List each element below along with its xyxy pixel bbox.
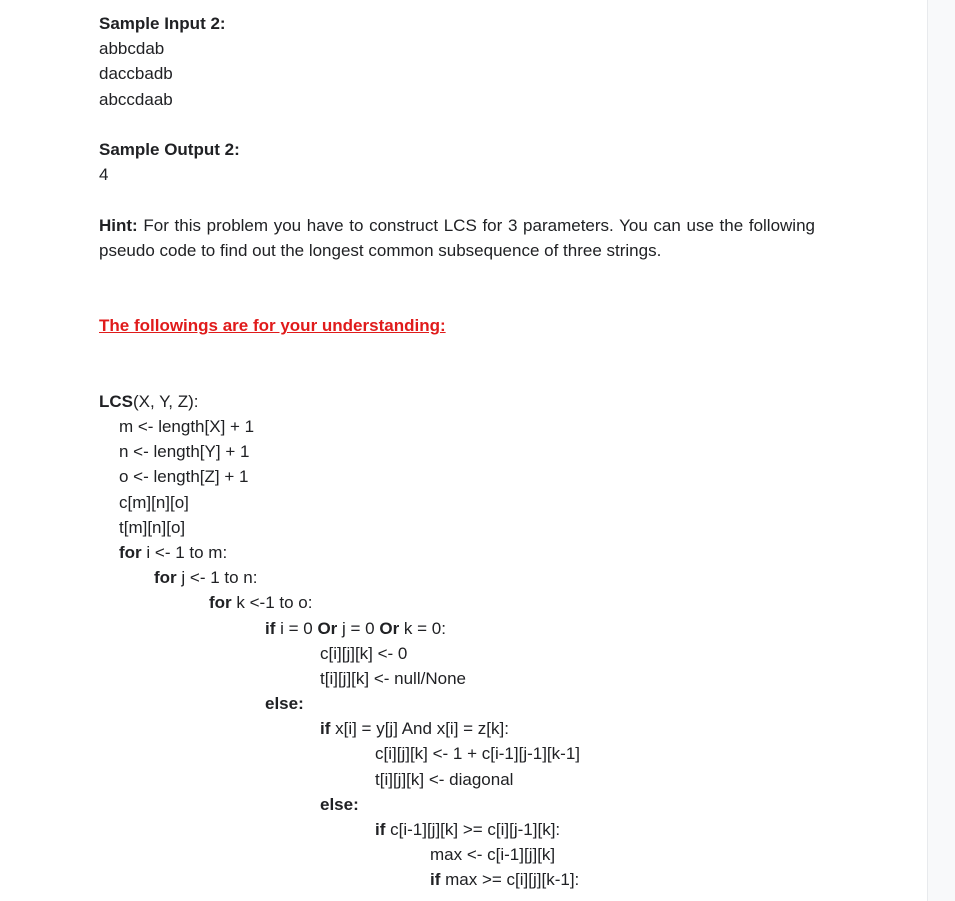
code-line: [99, 389, 815, 414]
code-keyword: if: [320, 719, 331, 739]
pseudo-code-block: [99, 389, 815, 893]
code-line: [99, 641, 815, 666]
code-line: [99, 490, 815, 515]
code-line: [99, 842, 815, 867]
code-keyword: LCS: [99, 391, 133, 411]
code-line: [99, 691, 815, 716]
code-text: n <- length[Y] + 1: [119, 442, 250, 462]
code-text: c[i][j][k] <- 0: [320, 643, 408, 663]
code-keyword: for: [119, 542, 142, 562]
code-keyword: for: [209, 593, 232, 613]
sample-input-heading: Sample Input 2:: [99, 14, 226, 33]
code-keyword: if: [375, 820, 386, 840]
code-line: [99, 767, 815, 792]
code-text: max >= c[i][j][k-1]:: [440, 870, 580, 890]
sample-input-line: abccdaab: [99, 89, 173, 109]
code-line: [99, 741, 815, 766]
code-line: [99, 439, 815, 464]
code-text: j = 0: [337, 618, 380, 638]
code-keyword: Or: [317, 618, 338, 638]
code-line: [99, 716, 815, 741]
sample-input-line: daccbadb: [99, 64, 173, 84]
code-text: x[i] = y[j] And x[i] = z[k]:: [330, 719, 509, 739]
code-keyword: for: [154, 568, 177, 588]
code-line: [99, 817, 815, 842]
code-text: i <- 1 to m:: [141, 542, 228, 562]
right-scroll-rail[interactable]: [927, 0, 955, 901]
code-line: [99, 515, 815, 540]
code-line: [99, 590, 815, 615]
code-text: c[m][n][o]: [119, 492, 189, 512]
code-keyword: if: [265, 618, 276, 638]
code-keyword: else:: [320, 794, 359, 814]
code-line: [99, 565, 815, 590]
code-keyword: Or: [379, 618, 400, 638]
code-text: (X, Y, Z):: [133, 391, 199, 411]
code-text: t[i][j][k] <- diagonal: [375, 769, 514, 789]
code-text: m <- length[X] + 1: [119, 417, 255, 437]
code-text: max <- c[i-1][j][k]: [430, 845, 556, 865]
sample-output-heading: Sample Output 2:: [99, 139, 240, 159]
code-line: [99, 414, 815, 439]
code-line: [99, 616, 815, 641]
code-text: c[i-1][j][k] >= c[i][j-1][k]:: [385, 820, 561, 840]
understanding-heading: The followings are for your understanding:: [99, 316, 446, 336]
code-text: o <- length[Z] + 1: [119, 467, 249, 487]
code-line: [99, 540, 815, 565]
hint-paragraph: [99, 213, 815, 263]
code-text: k = 0:: [399, 618, 446, 638]
sample-input-line: abbcdab: [99, 39, 165, 59]
code-text: t[m][n][o]: [119, 517, 186, 537]
document-content: [99, 0, 815, 893]
code-text: t[i][j][k] <- null/None: [320, 668, 466, 688]
code-text: i = 0: [275, 618, 318, 638]
code-text: k <-1 to o:: [231, 593, 313, 613]
hint-label: Hint:: [99, 215, 138, 235]
sample-output-value: 4: [99, 165, 109, 185]
code-text: c[i][j][k] <- 1 + c[i-1][j-1][k-1]: [375, 744, 580, 764]
code-keyword: if: [430, 870, 441, 890]
code-keyword: else:: [265, 694, 304, 714]
code-line: [99, 867, 815, 892]
hint-text: For this problem you have to construct LCS for 3 parameters. You can use the following pseudo code to find out the longest common subsequence of three strings.: [99, 215, 815, 260]
code-text: j <- 1 to n:: [176, 568, 258, 588]
code-line: [99, 666, 815, 691]
code-line: [99, 464, 815, 489]
code-line: [99, 792, 815, 817]
